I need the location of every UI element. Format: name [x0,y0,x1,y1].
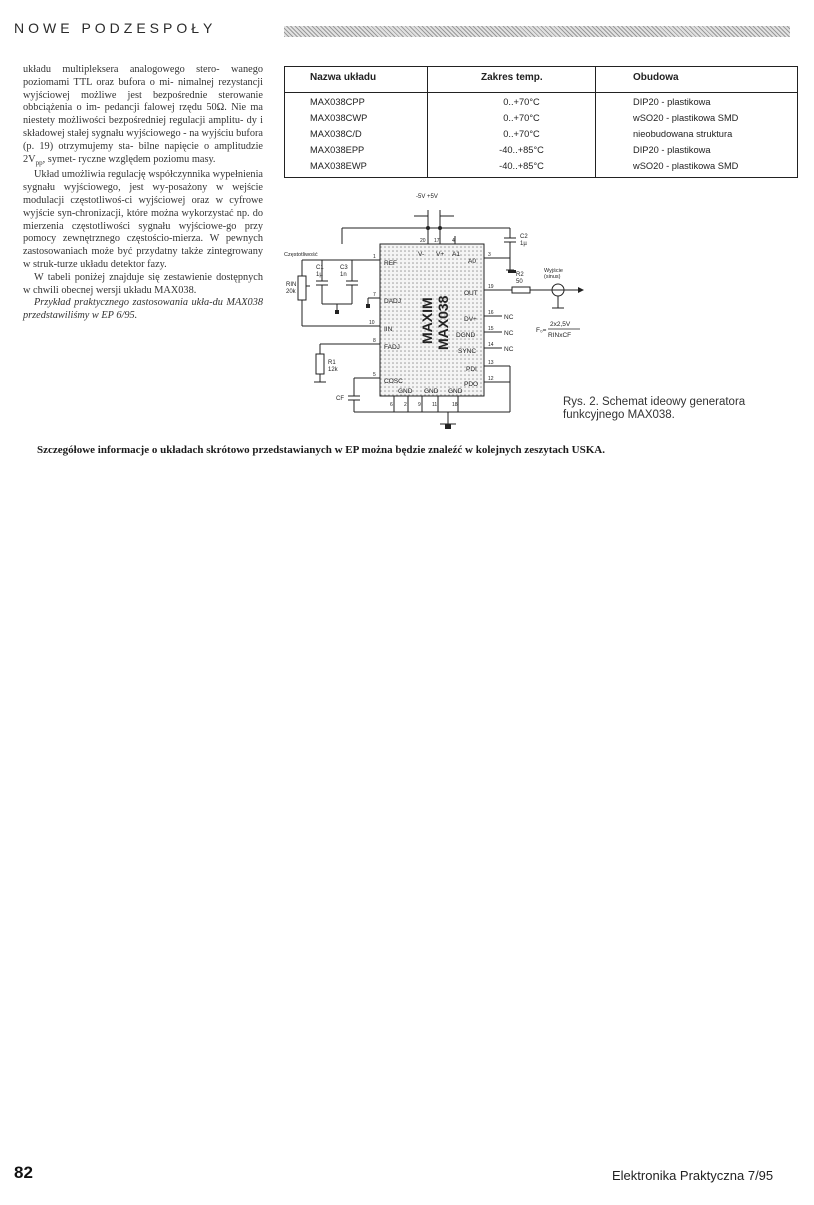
article-paragraph-3: W tabeli poniżej znajduje się zestawienie dostępnych w chwili obecnej wersji układu MAX038. [23,271,263,296]
ground-symbol [366,304,370,308]
pin-number: 12 [488,376,494,382]
frequency-label: Częstotliwość [284,252,318,258]
pin-label: IIN [384,326,393,333]
ground-symbol [508,270,516,273]
table-cell: MAX038EWP [310,160,367,171]
pin-label: GND [398,388,413,395]
c3-label: C3 [340,265,348,271]
pin-label: FADJ [384,344,400,351]
article-paragraph-2: Układ umożliwia regulację współczynnika wypełnienia sygnału wyjściowego, jest wy-posażony w wejście modulacji częstotliwoś-ci wyjściowej oraz w cyfrowe wyjście syn-chronizacji, które można wykorzystać np. do mierzenia częstotliwości sygnału wyjściowe-go przy pomocy zewnętrznego częstościo-mierza. W pewnych zastosowaniach może być przydatny także zintegrowany w struk-turze układu detektor fazy. [23,169,263,270]
table-column-temp [479,95,564,175]
pin-number: 17 [434,238,440,244]
table-column-divider [427,66,428,178]
pin-number: 9 [418,402,421,408]
pin-number: 20 [420,238,426,244]
page-number: 82 [14,1163,33,1182]
pin-label: PDI [466,366,477,373]
c3-value: 1n [340,272,347,278]
pin-number: 19 [488,284,494,290]
vpp-subscript: pp [35,158,43,167]
table-column-name [310,95,367,175]
line: ryczne względem poziomu masy. [78,153,216,165]
table-cell: MAX038CPP [310,97,365,107]
rin-label: RIN [286,282,297,288]
footnote: Szczegółowe informacje o układach skrótowo przedstawianych w EP można będzie znaleźć w kolejnych zeszytach USKA. [37,444,605,456]
table-column-package [633,95,738,175]
line: , symet- [42,153,76,165]
line: możliwości bezpośredniej regulacji amplitu- [58,115,244,127]
caption-line: funkcyjnego MAX038. [563,409,675,421]
pin-label: A1 [452,251,460,258]
pin-number: 15 [488,326,494,332]
line: układu multipleksera analogowego stero- [23,64,220,75]
pin-number: 13 [488,360,494,366]
pin-number: 3 [488,252,491,258]
pin-label: PDO [464,381,479,388]
table-cell: DIP20 - plastikowa [633,144,711,155]
table-cell: 0..+70°C [503,112,540,123]
table-cell: MAX038C/D [310,128,362,139]
pin-number: 1 [373,254,376,260]
output-label-1: Wyjście [544,268,563,274]
r1-value: 12k [328,367,338,373]
pin-number: 10 [369,320,375,326]
supply-label: -5V +5V [416,194,438,200]
header-hatch-bar [284,26,790,37]
output-arrow [578,287,584,293]
caption-line: Rys. 2. Schemat ideowy generatora [563,396,746,408]
line: dy i składowej stałej sygnału wyjściowego - [23,115,264,139]
table-cell: MAX038EPP [310,144,365,155]
pin-label: V+ [436,251,445,258]
junction-dot [426,226,430,230]
pin-label: REF [384,260,397,267]
pin-label: DV+ [464,316,477,323]
article-paragraph-1 [23,64,263,169]
section-title: NOWE PODZESPOŁY [14,20,217,36]
pin-label: OUT [464,290,478,297]
rin-value: 20k [286,289,296,295]
pin-number: 16 [488,310,494,316]
article-body [23,64,263,323]
table-cell: DIP20 - plastikowa [633,97,711,107]
line: wanego poziomami TTL oraz bufora o mi- [23,64,263,88]
line: bilne napięcie o amplitudzie 2V [23,140,263,165]
pin-label: V- [418,251,425,258]
table-cell: -40..+85°C [499,160,544,171]
pin-number: 11 [432,402,438,408]
table-cell: wSO20 - plastikowa SMD [633,112,739,123]
formula-denominator: RINxCF [548,332,572,339]
table-cell: wSO20 - plastikowa SMD [633,160,739,171]
nc-label: NC [504,330,514,337]
c2-label: C2 [520,234,528,240]
line: na wyjściu bufora (p. 19) otrzymujemy sta- [23,127,263,152]
table-header-package: Obudowa [633,72,679,83]
formula-lhs: F₀= [536,327,547,334]
r1-label: R1 [328,360,336,366]
ground-symbol [445,424,451,429]
pin-number: 8 [373,338,376,344]
chip-name-maxim: MAXIM [419,297,435,344]
pin-label: GND [448,388,463,395]
pin-number: 5 [373,372,376,378]
table-cell: nieobudowana struktura [633,128,733,139]
ground-symbol [335,310,339,314]
pin-label: DGND [456,332,476,339]
table-header-name: Nazwa układu [310,72,377,83]
table-column-divider [595,66,596,178]
pin-label: DADJ [384,298,401,305]
r2-value: 50 [516,279,523,285]
pin-label: GND [424,388,439,395]
c2-value: 1µ [520,241,527,247]
formula-numerator: 2x2,5V [550,321,571,328]
line: pedancji falowej rzędu 50Ω. Nie ma niestety [23,102,263,127]
pin-label: SYNC [458,348,477,355]
table-header-rule [284,92,798,93]
pin-label: A0 [468,258,476,265]
max038-schematic [280,186,610,436]
pin-number: 2 [404,402,407,408]
journal-issue: Elektronika Praktyczna 7/95 [612,1168,774,1183]
pin-number: 4 [452,238,455,244]
table-cell: 0..+70°C [503,97,540,107]
nc-label: NC [504,314,514,321]
table-cell: -40..+85°C [499,144,544,155]
output-label-2: (sinus) [544,274,561,280]
figure-caption [563,396,793,422]
junction-dot [438,226,442,230]
r2-label: R2 [516,272,524,278]
c1-value: 1µ [316,272,323,278]
line: bezpośrednie sterowanie obbciążenia o im- [23,89,263,114]
pin-number: 18 [452,402,458,408]
line: nimalnej rezystancji wyjściowej możliwe jest [23,76,263,101]
pin-number: 6 [390,402,393,408]
pin-label: COSC [384,378,403,385]
pin-number: 14 [488,342,494,348]
table-cell: MAX038CWP [310,112,368,123]
chip-name-max038: MAX038 [435,295,451,350]
c1-label: C1 [316,265,324,271]
cf-label: CF [336,396,344,402]
article-paragraph-4: Przykład praktycznego zastosowania ukła-du MAX038 przedstawiliśmy w EP 6/95. [23,297,263,322]
table-header-temp: Zakres temp. [481,72,543,83]
table-cell: 0..+70°C [503,128,540,139]
pin-number: 7 [373,292,376,298]
nc-label: NC [504,346,514,353]
